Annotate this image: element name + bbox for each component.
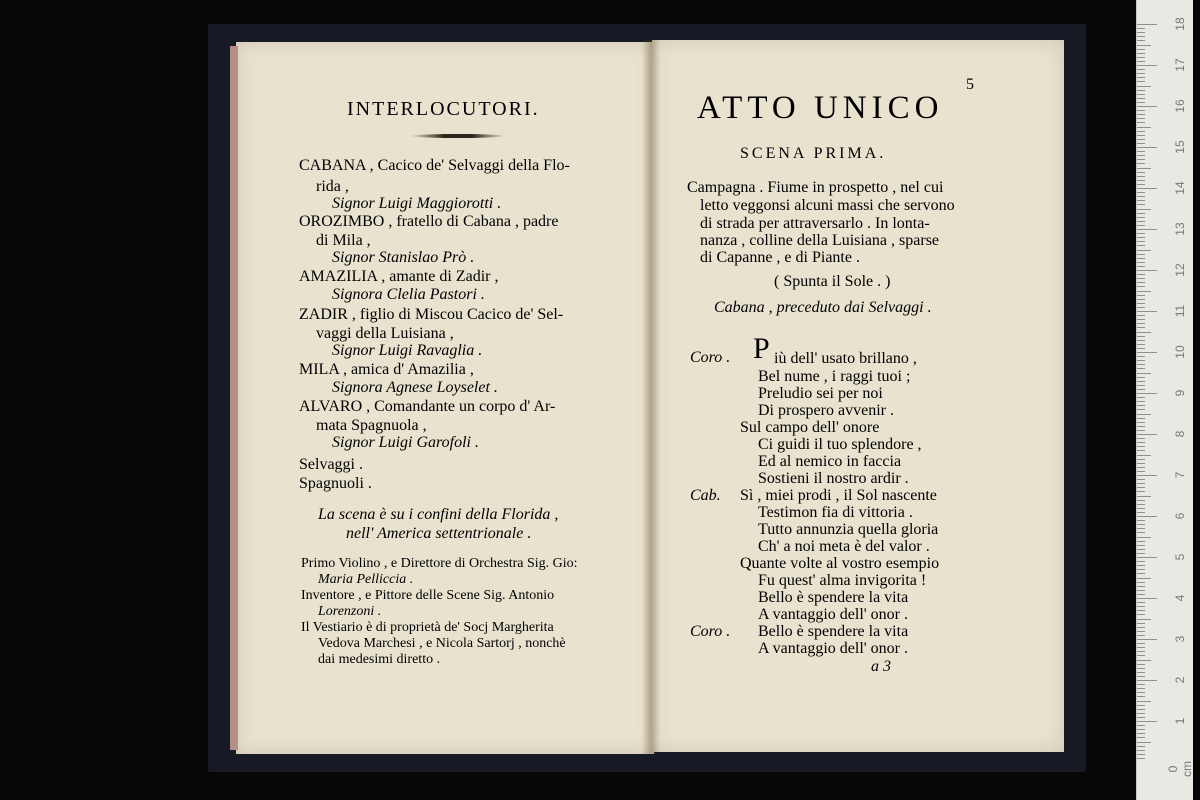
- ruler-tick: [1137, 221, 1145, 222]
- ruler-tick: [1137, 385, 1145, 386]
- ruler-tick: [1137, 266, 1145, 267]
- ruler-tick: [1137, 323, 1145, 324]
- ruler-tick: [1137, 45, 1151, 46]
- ruler-label: 1: [1173, 717, 1187, 725]
- cast-entry-amazilia: AMAZILIA , amante di Zadir ,: [299, 268, 499, 285]
- ruler-tick: [1137, 619, 1151, 620]
- credit-line-3: Inventore , e Pittore delle Scene Sig. Antonio: [301, 588, 555, 603]
- credit-line-5: Il Vestiario è di proprietà de' Socj Margherita: [301, 620, 554, 635]
- ruler-tick: [1137, 463, 1145, 464]
- ruler-tick: [1137, 291, 1151, 292]
- ruler-label: 4: [1173, 594, 1187, 602]
- ruler-tick: [1137, 127, 1151, 128]
- ruler-tick: [1137, 483, 1145, 484]
- ruler-tick: [1137, 742, 1151, 743]
- title-rule: [411, 134, 505, 138]
- ruler-tick: [1137, 233, 1145, 234]
- ruler-tick: [1137, 36, 1145, 37]
- ruler-tick: [1137, 672, 1145, 673]
- ruler-tick: [1137, 327, 1145, 328]
- ruler-tick: [1137, 40, 1145, 41]
- ruler-tick: [1137, 225, 1145, 226]
- ruler-label: 12: [1173, 263, 1187, 277]
- ruler-tick: [1137, 65, 1157, 66]
- ruler-tick: [1137, 250, 1151, 251]
- ruler-tick: [1137, 122, 1145, 123]
- ruler-tick: [1137, 639, 1157, 640]
- ruler-tick: [1137, 209, 1151, 210]
- ruler-tick: [1137, 508, 1145, 509]
- page-number: 5: [966, 76, 974, 93]
- ruler-tick: [1137, 102, 1145, 103]
- ruler-tick: [1137, 660, 1151, 661]
- ruler-tick: [1137, 393, 1157, 394]
- ruler-tick: [1137, 692, 1145, 693]
- ruler-tick: [1137, 110, 1145, 111]
- ruler-tick: [1137, 430, 1145, 431]
- ruler-tick: [1137, 434, 1157, 435]
- ruler-tick: [1137, 131, 1145, 132]
- ruler-tick: [1137, 332, 1151, 333]
- verse-line-4: Di prospero avvenir .: [758, 402, 894, 419]
- ruler-tick: [1137, 598, 1157, 599]
- ruler-tick: [1137, 77, 1145, 78]
- credit-line-1: Primo Violino , e Direttore di Orchestra Sig. Gio:: [301, 556, 578, 571]
- ruler-label: 6: [1173, 512, 1187, 520]
- cast-entry-mila: MILA , amica d' Amazilia ,: [299, 361, 474, 378]
- ruler-tick: [1137, 426, 1145, 427]
- ruler-tick: [1137, 606, 1145, 607]
- ruler-tick: [1137, 450, 1145, 451]
- ruler-tick: [1137, 360, 1145, 361]
- ruler-tick: [1137, 524, 1145, 525]
- verse-line-12: Ch' a noi meta è del valor .: [758, 538, 930, 555]
- ruler-tick: [1137, 163, 1145, 164]
- ruler-tick: [1137, 631, 1145, 632]
- ruler-tick: [1137, 229, 1157, 230]
- verse-line-9: Sì , miei prodi , il Sol nascente: [740, 487, 937, 504]
- ruler-tick: [1137, 635, 1145, 636]
- ruler-tick: [1137, 28, 1145, 29]
- ruler-tick: [1137, 664, 1145, 665]
- ruler-tick: [1137, 688, 1145, 689]
- ruler-tick: [1137, 737, 1145, 738]
- ruler-tick: [1137, 315, 1145, 316]
- ruler-tick: [1137, 512, 1145, 513]
- ruler-tick: [1137, 655, 1145, 656]
- ruler-tick: [1137, 278, 1145, 279]
- cast-entry-zadir-line2: vaggi della Luisiana ,: [316, 325, 454, 342]
- ruler-tick: [1137, 147, 1157, 148]
- ruler-tick: [1137, 168, 1151, 169]
- ruler-tick: [1137, 504, 1145, 505]
- setting-line-2: nell' America settentrionale .: [346, 525, 532, 542]
- ruler-tick: [1137, 541, 1145, 542]
- ruler-tick: [1137, 311, 1157, 312]
- ruler-tick: [1137, 159, 1145, 160]
- verse-line-1: iù dell' usato brillano ,: [774, 350, 917, 367]
- ruler-tick: [1137, 282, 1145, 283]
- ruler-tick: [1137, 594, 1145, 595]
- ruler-tick: [1137, 418, 1145, 419]
- ruler-tick: [1137, 623, 1145, 624]
- ruler-tick: [1137, 557, 1157, 558]
- ruler-tick: [1137, 151, 1145, 152]
- setting-description-2: letto veggonsi alcuni massi che servono: [700, 197, 955, 214]
- credit-line-2: Maria Pelliccia .: [318, 572, 414, 587]
- ruler-tick: [1137, 565, 1145, 566]
- entrance-direction: Cabana , preceduto dai Selvaggi .: [714, 299, 932, 316]
- ruler-tick: [1137, 409, 1145, 410]
- ruler-tick: [1137, 569, 1145, 570]
- ruler-tick: [1137, 455, 1151, 456]
- ruler-tick: [1137, 348, 1145, 349]
- ruler-tick: [1137, 172, 1145, 173]
- ruler-tick: [1137, 245, 1145, 246]
- scene-title: SCENA PRIMA.: [740, 145, 887, 162]
- cast-entry-alvaro-line1: ALVARO , Comandante un corpo d' Ar-: [299, 398, 556, 415]
- ruler-tick: [1137, 414, 1151, 415]
- ruler-label: 7: [1173, 471, 1187, 479]
- ruler-label: 17: [1173, 58, 1187, 72]
- ruler-tick: [1137, 475, 1157, 476]
- ruler-tick: [1137, 684, 1145, 685]
- ruler-tick: [1137, 713, 1145, 714]
- ruler-tick: [1137, 217, 1145, 218]
- cast-performer-mila: Signora Agnese Loyselet .: [332, 379, 498, 396]
- verse-line-2: Bel nume , i raggi tuoi ;: [758, 368, 911, 385]
- act-title: ATTO UNICO: [697, 90, 944, 126]
- cast-entry-cabana-line1: CABANA , Cacico de' Selvaggi della Flo-: [299, 157, 570, 174]
- verse-line-18: A vantaggio dell' onor .: [758, 640, 908, 657]
- ruler-tick: [1137, 438, 1145, 439]
- ruler-tick: [1137, 487, 1145, 488]
- cast-entry-cabana-line2: rida ,: [316, 178, 349, 195]
- verse-line-11: Tutto annunzia quella gloria: [758, 521, 939, 538]
- ruler-tick: [1137, 647, 1145, 648]
- ruler-tick: [1137, 176, 1145, 177]
- ruler-tick: [1137, 549, 1145, 550]
- ruler-tick: [1137, 422, 1145, 423]
- ruler-tick: [1137, 668, 1145, 669]
- ruler-tick: [1137, 94, 1145, 95]
- speaker-coro-2: Coro .: [690, 623, 731, 640]
- ruler-label: 9: [1173, 389, 1187, 397]
- ruler-tick: [1137, 237, 1145, 238]
- verse-line-5: Sul campo dell' onore: [740, 419, 880, 436]
- setting-description-5: di Capanne , e di Piante .: [700, 249, 860, 266]
- ruler-tick: [1137, 98, 1145, 99]
- ruler-tick: [1137, 381, 1145, 382]
- ruler-tick: [1137, 532, 1145, 533]
- group-selvaggi: Selvaggi .: [299, 456, 363, 473]
- cast-performer-orozimbo: Signor Stanislao Prò .: [332, 249, 475, 266]
- ruler-tick: [1137, 106, 1157, 107]
- ruler-tick: [1137, 491, 1145, 492]
- ruler-tick: [1137, 397, 1145, 398]
- verse-line-10: Testimon fia di vittoria .: [758, 504, 913, 521]
- cast-performer-cabana: Signor Luigi Maggiorotti .: [332, 195, 502, 212]
- ruler-label: 13: [1173, 222, 1187, 236]
- ruler-tick: [1137, 442, 1145, 443]
- ruler-tick: [1137, 53, 1145, 54]
- ruler-tick: [1137, 405, 1145, 406]
- ruler-tick: [1137, 528, 1145, 529]
- ruler-tick: [1137, 573, 1145, 574]
- measurement-ruler: [1136, 0, 1193, 800]
- ruler-tick: [1137, 545, 1145, 546]
- ruler-tick: [1137, 537, 1151, 538]
- stage-direction: ( Spunta il Sole . ): [774, 273, 891, 290]
- verse-line-17: Bello è spendere la vita: [758, 623, 909, 640]
- ruler-tick: [1137, 295, 1145, 296]
- cast-entry-alvaro-line2: mata Spagnuola ,: [316, 417, 427, 434]
- ruler-tick: [1137, 471, 1145, 472]
- ruler-tick: [1137, 500, 1145, 501]
- ruler-tick: [1137, 307, 1145, 308]
- verse-line-13: Quante volte al vostro esempio: [740, 555, 940, 572]
- ruler-tick: [1137, 90, 1145, 91]
- ruler-tick: [1137, 746, 1145, 747]
- ruler-tick: [1137, 213, 1145, 214]
- drop-cap-p: P: [753, 332, 770, 365]
- ruler-tick: [1137, 733, 1145, 734]
- ruler-tick: [1137, 303, 1145, 304]
- ruler-tick: [1137, 81, 1145, 82]
- ruler-tick: [1137, 32, 1145, 33]
- group-spagnuoli: Spagnuoli .: [299, 475, 372, 492]
- credit-line-4: Lorenzoni .: [318, 604, 382, 619]
- credit-line-6: Vedova Marchesi , e Nicola Sartorj , nonchè: [318, 636, 566, 651]
- ruler-tick: [1137, 49, 1145, 50]
- ruler-tick: [1137, 520, 1145, 521]
- ruler-tick: [1137, 459, 1145, 460]
- ruler-tick: [1137, 401, 1145, 402]
- ruler-tick: [1137, 627, 1145, 628]
- verse-line-7: Ed al nemico in faccia: [758, 453, 902, 470]
- ruler-tick: [1137, 516, 1157, 517]
- ruler-tick: [1137, 340, 1145, 341]
- ruler-tick: [1137, 496, 1151, 497]
- ruler-tick: [1137, 561, 1145, 562]
- cast-performer-amazilia: Signora Clelia Pastori .: [332, 286, 485, 303]
- ruler-tick: [1137, 86, 1151, 87]
- ruler-tick: [1137, 373, 1151, 374]
- ruler-tick: [1137, 754, 1145, 755]
- ruler-label: 8: [1173, 430, 1187, 438]
- ruler-tick: [1137, 192, 1145, 193]
- setting-description-1: Campagna . Fiume in prospetto , nel cui: [687, 179, 944, 196]
- ruler-label: 15: [1173, 140, 1187, 154]
- verse-line-8: Sostieni il nostro ardir .: [758, 470, 909, 487]
- ruler-tick: [1137, 705, 1145, 706]
- ruler-label: 5: [1173, 553, 1187, 561]
- ruler-tick: [1137, 143, 1145, 144]
- ruler-tick: [1137, 725, 1145, 726]
- ruler-tick: [1137, 114, 1145, 115]
- ruler-tick: [1137, 553, 1145, 554]
- ruler-tick: [1137, 467, 1145, 468]
- ruler-tick: [1137, 364, 1145, 365]
- ruler-tick: [1137, 446, 1145, 447]
- ruler-tick: [1137, 582, 1145, 583]
- setting-description-3: di strada per attraversarlo . In lonta-: [700, 215, 930, 232]
- ruler-tick: [1137, 377, 1145, 378]
- ruler-tick: [1137, 717, 1145, 718]
- speaker-cabana: Cab.: [690, 487, 721, 504]
- credit-line-7: dai medesimi diretto .: [318, 652, 441, 667]
- ruler-tick: [1137, 139, 1145, 140]
- ruler-label: 10: [1173, 345, 1187, 359]
- ruler-tick: [1137, 578, 1151, 579]
- ruler-tick: [1137, 750, 1145, 751]
- verse-line-16: A vantaggio dell' onor .: [758, 606, 908, 623]
- ruler-tick: [1137, 696, 1145, 697]
- speaker-coro: Coro .: [690, 349, 731, 366]
- ruler-tick: [1137, 299, 1145, 300]
- signature-mark: a 3: [871, 658, 891, 675]
- ruler-tick: [1137, 352, 1157, 353]
- ruler-label: 14: [1173, 181, 1187, 195]
- ruler-label: 0 cm: [1166, 761, 1194, 777]
- ruler-tick: [1137, 196, 1145, 197]
- ruler-tick: [1137, 356, 1145, 357]
- cast-entry-orozimbo-line1: OROZIMBO , fratello di Cabana , padre: [299, 213, 559, 230]
- ruler-tick: [1137, 61, 1145, 62]
- ruler-tick: [1137, 274, 1145, 275]
- ruler-tick: [1137, 721, 1157, 722]
- cast-heading: INTERLOCUTORI.: [347, 98, 540, 120]
- ruler-tick: [1137, 676, 1145, 677]
- ruler-tick: [1137, 200, 1145, 201]
- ruler-label: 11: [1173, 304, 1187, 318]
- cast-entry-zadir-line1: ZADIR , figlio di Miscou Cacico de' Sel-: [299, 306, 564, 323]
- ruler-tick: [1137, 729, 1145, 730]
- ruler-tick: [1137, 701, 1151, 702]
- ruler-tick: [1137, 680, 1157, 681]
- ruler-tick: [1137, 368, 1145, 369]
- ruler-tick: [1137, 262, 1145, 263]
- ruler-tick: [1137, 204, 1145, 205]
- ruler-tick: [1137, 73, 1145, 74]
- verse-line-14: Fu quest' alma invigorita !: [758, 572, 927, 589]
- cast-performer-alvaro: Signor Luigi Garofoli .: [332, 434, 479, 451]
- ruler-tick: [1137, 590, 1145, 591]
- ruler-tick: [1137, 188, 1157, 189]
- ruler-label: 18: [1173, 17, 1187, 31]
- ruler-tick: [1137, 258, 1145, 259]
- book-gutter: [642, 40, 660, 754]
- ruler-tick: [1137, 57, 1145, 58]
- ruler-tick: [1137, 651, 1145, 652]
- ruler-tick: [1137, 602, 1145, 603]
- cast-entry-orozimbo-line2: di Mila ,: [316, 232, 371, 249]
- ruler-tick: [1137, 241, 1145, 242]
- ruler-label: 3: [1173, 635, 1187, 643]
- ruler-tick: [1137, 135, 1145, 136]
- ruler-tick: [1137, 24, 1157, 25]
- verse-line-6: Ci guidi il tuo splendore ,: [758, 436, 922, 453]
- setting-description-4: nanza , colline della Luisiana , sparse: [700, 232, 940, 249]
- ruler-tick: [1137, 319, 1145, 320]
- ruler-tick: [1137, 180, 1145, 181]
- ruler-tick: [1137, 758, 1145, 759]
- ruler-tick: [1137, 643, 1145, 644]
- ruler-tick: [1137, 270, 1157, 271]
- ruler-tick: [1137, 155, 1145, 156]
- ruler-tick: [1137, 389, 1145, 390]
- ruler-tick: [1137, 709, 1145, 710]
- ruler-label: 2: [1173, 676, 1187, 684]
- setting-line-1: La scena è su i confini della Florida ,: [318, 506, 559, 523]
- ruler-tick: [1137, 184, 1145, 185]
- ruler-tick: [1137, 118, 1145, 119]
- ruler-tick: [1137, 344, 1145, 345]
- ruler-tick: [1137, 286, 1145, 287]
- verse-line-3: Preludio sei per noi: [758, 385, 883, 402]
- ruler-tick: [1137, 254, 1145, 255]
- ruler-tick: [1137, 586, 1145, 587]
- ruler-label: 16: [1173, 99, 1187, 113]
- ruler-tick: [1137, 336, 1145, 337]
- ruler-tick: [1137, 479, 1145, 480]
- ruler-tick: [1137, 69, 1145, 70]
- ruler-tick: [1137, 610, 1145, 611]
- verse-line-15: Bello è spendere la vita: [758, 589, 909, 606]
- cast-performer-zadir: Signor Luigi Ravaglia .: [332, 342, 483, 359]
- ruler-tick: [1137, 614, 1145, 615]
